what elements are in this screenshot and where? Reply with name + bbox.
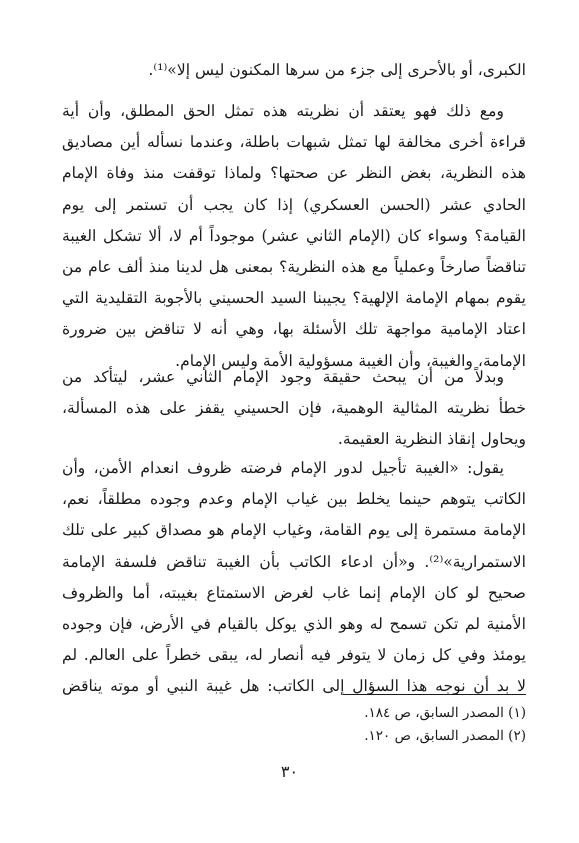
- text-line: وبدلاً من أن يبحث حقيقة وجود الإمام الثاني عشر، ليتأكد من: [62, 368, 504, 386]
- text-line: خطأ نظريته المثالية الوهمية، فإن الحسيني يقفز على هذه المسألة،: [62, 399, 526, 418]
- text-line: هذه النظرية، بغض النظر عن صحتها؟ ولماذا توقفت منذ وفاة الإمام: [62, 164, 526, 183]
- paragraph-continuation: [62, 55, 526, 86]
- text-line: ومع ذلك فهو يعتقد أن نظريته هذه تمثل الحق المطلق، وأن أية: [62, 102, 504, 120]
- text-line: الاستمرارية»⁽²⁾. و«أن ادعاء الكاتب بأن الغيبة تناقض فلسفة الإمامة: [62, 552, 526, 571]
- text-line: الكبرى، أو بالأحرى إلى جزء من سرها المكنون ليس إلا»⁽¹⁾.: [148, 61, 526, 79]
- text-line: الكاتب يتوهم حينما يخلط بين غياب الإمام وعدم وجوده مطلقاً، نعم،: [62, 490, 526, 509]
- text-line: الإمامة مستمرة إلى يوم القامة، وغياب الإمام هو مصداق كبير على تلك: [62, 521, 526, 540]
- page-number: ٣٠: [280, 762, 299, 781]
- text-line: اعتاد الإمامية مواجهة تلك الأسئلة بها، وهي أنه لا تناقض بين ضرورة: [62, 320, 526, 339]
- text-line: تناقضاً صارخاً وعملياً مع هذه النظرية؟ بمعنى هل لدينا منذ ألف عام من: [62, 257, 526, 276]
- text-line: يقول: «الغيبة تأجيل لدور الإمام فرضته ظروف انعدام الأمن، وأن: [62, 459, 504, 477]
- footnote-1: (١) المصدر السابق، ص ١٨٤.: [364, 705, 526, 721]
- text-line: لا بد أن نوجه هذا السؤال إلى الكاتب: هل غيبة النبي أو موته يناقض: [62, 677, 526, 696]
- text-line: القيامة؟ وسواء كان (الإمام الثاني عشر) موجوداً أم لا، ألا تشكل الغيبة: [62, 226, 526, 245]
- text-line: الإمامة، والغيبة، وأن الغيبة مسؤولية الأمة وليس الإمام.: [175, 351, 526, 370]
- text-line: الأمنية لم تكن تسمح له وهو الذي يوكل بالقيام في الأرض، فإن وجوده: [62, 614, 526, 633]
- footnote-2: (٢) المصدر السابق، ص ١٢٠.: [364, 728, 526, 744]
- text-line: صحيح لو كان الإمام إنما غاب لغرض الاستمتاع بغيبته، أما والظروف: [62, 583, 526, 602]
- footnotes: [300, 702, 526, 748]
- text-line: ويحاول إنقاذ النظرية العقيمة.: [337, 430, 526, 449]
- footnote-separator: [343, 694, 526, 695]
- paragraph-quote: [62, 453, 526, 703]
- text-line: الحادي عشر (الحسن العسكري) إذا كان يجب أن تستمر إلى يوم: [62, 195, 526, 214]
- text-line: يومئذ وفي كل زمان لا يتوفر فيه أنصار له، يبقى خطراً على العالم. لم: [62, 646, 526, 665]
- text-line: يقوم بمهام الإمامة الإلهية؟ يجيبنا السيد الحسيني بالأجوبة التقليدية التي: [62, 289, 526, 308]
- text-line: قراءة أخرى مخالفة لها تمثل شبهات باطلة، وعندما نسأله أين مصاديق: [62, 133, 526, 152]
- paragraph-critique: [62, 96, 526, 377]
- paragraph-instead: [62, 362, 526, 456]
